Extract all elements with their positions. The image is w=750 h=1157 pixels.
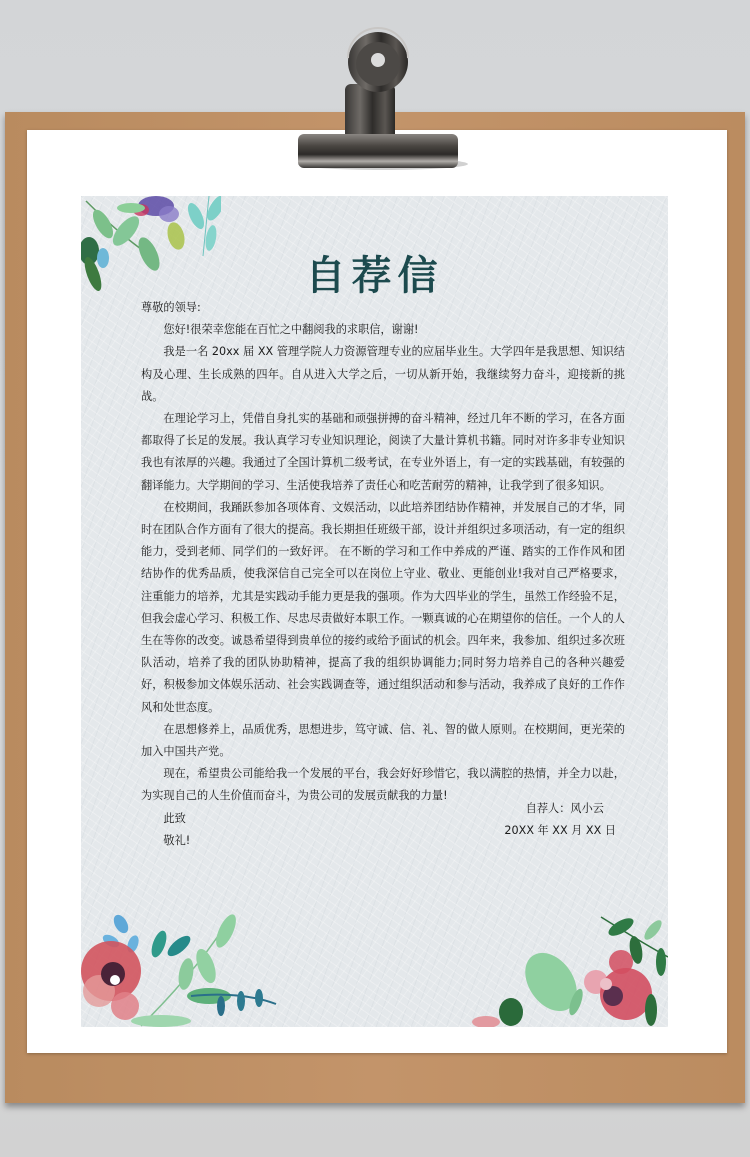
letter-title: 自荐信 bbox=[305, 252, 444, 299]
signature-date: 20XX 年 XX 月 XX 日 bbox=[504, 824, 616, 837]
closing-ci-zhi: 此致 bbox=[163, 811, 186, 825]
floral-bottom-left-decoration bbox=[81, 896, 281, 1027]
paragraph-introduction: 我是一名 20xx 届 XX 管理学院人力资源管理专业的应届毕业生。大学四年是我思想、知识结构及心理、生长成熟的四年。自从进入大学之后，一切从新开始，我继续努力奋斗，迎接新的挑战。 bbox=[141, 345, 625, 403]
signature-name: 自荐人：风小云 bbox=[525, 802, 604, 815]
binder-clip-icon bbox=[288, 22, 468, 172]
paragraph-ideology: 在思想修养上，品质优秀，思想进步，笃守诚、信、礼、智的做人原则。在校期间，更光荣的加入中国共产党。 bbox=[141, 722, 625, 759]
closing-jing-li: 敬礼! bbox=[163, 833, 191, 847]
letter-body bbox=[141, 297, 625, 852]
signature-block bbox=[504, 798, 616, 842]
floral-bottom-right-decoration bbox=[471, 912, 668, 1027]
salutation: 尊敬的领导: bbox=[141, 301, 201, 314]
letter-panel bbox=[81, 196, 668, 1027]
paragraph-study: 在理论学习上，凭借自身扎实的基础和顽强拼搏的奋斗精神，经过几年不断的学习，在各方面都取得了长足的发展。我认真学习专业知识理论，阅读了大量计算机书籍。同时对许多非专业知识我也有浓厚的兴趣。我通过了全国计算机二级考试，在专业外语上，有一定的实践基础，有较强的翻译能力。大学期间的学习、生活使我培养了责任心和吃苦耐劳的精神，让我学到了很多知识。 bbox=[141, 412, 625, 492]
paragraph-closing: 现在，希望贵公司能给我一个发展的平台，我会好好珍惜它，我以满腔的热情，并全力以赴，为实现自己的人生价值而奋斗，为贵公司的发展贡献我的力量! bbox=[141, 767, 625, 803]
paragraph-activities: 在校期间，我踊跃参加各项体育、文娱活动，以此培养团结协作精神，并发展自己的才华，同时在团队合作方面有了很大的提高。我长期担任班级干部，设计并组织过多项活动，有一定的组织能力，受到老师、同学们的一致好评。 在不断的学习和工作中养成的严谨、踏实的工作作风和团结协作的优秀品质，使我深信自己完全可以在岗位上守业、敬业、更能创业!我对自己严格要求，注重能力的培养，尤其是实践动手能力更是我的强项。作为大四毕业的学生，虽然工作经验不足，但我会虚心学习、积极工作、尽忠尽责做好本职工作。一颗真诚的心在期望你的信任。一个人的人生在等你的改变。诚恳希望得到贵单位的接约或给予面试的机会。四年来，我参加、组织过多次班队活动，培养了我的团队协助精神，提高了我的组织协调能力;同时努力培养自己的各种兴趣爱好，积极参加文体娱乐活动、社会实践调查等，通过组织活动和参与活动，我养成了良好的工作作风和处世态度。 bbox=[141, 500, 625, 714]
paragraph-greeting: 您好!很荣幸您能在百忙之中翻阅我的求职信，谢谢! bbox=[163, 323, 419, 337]
